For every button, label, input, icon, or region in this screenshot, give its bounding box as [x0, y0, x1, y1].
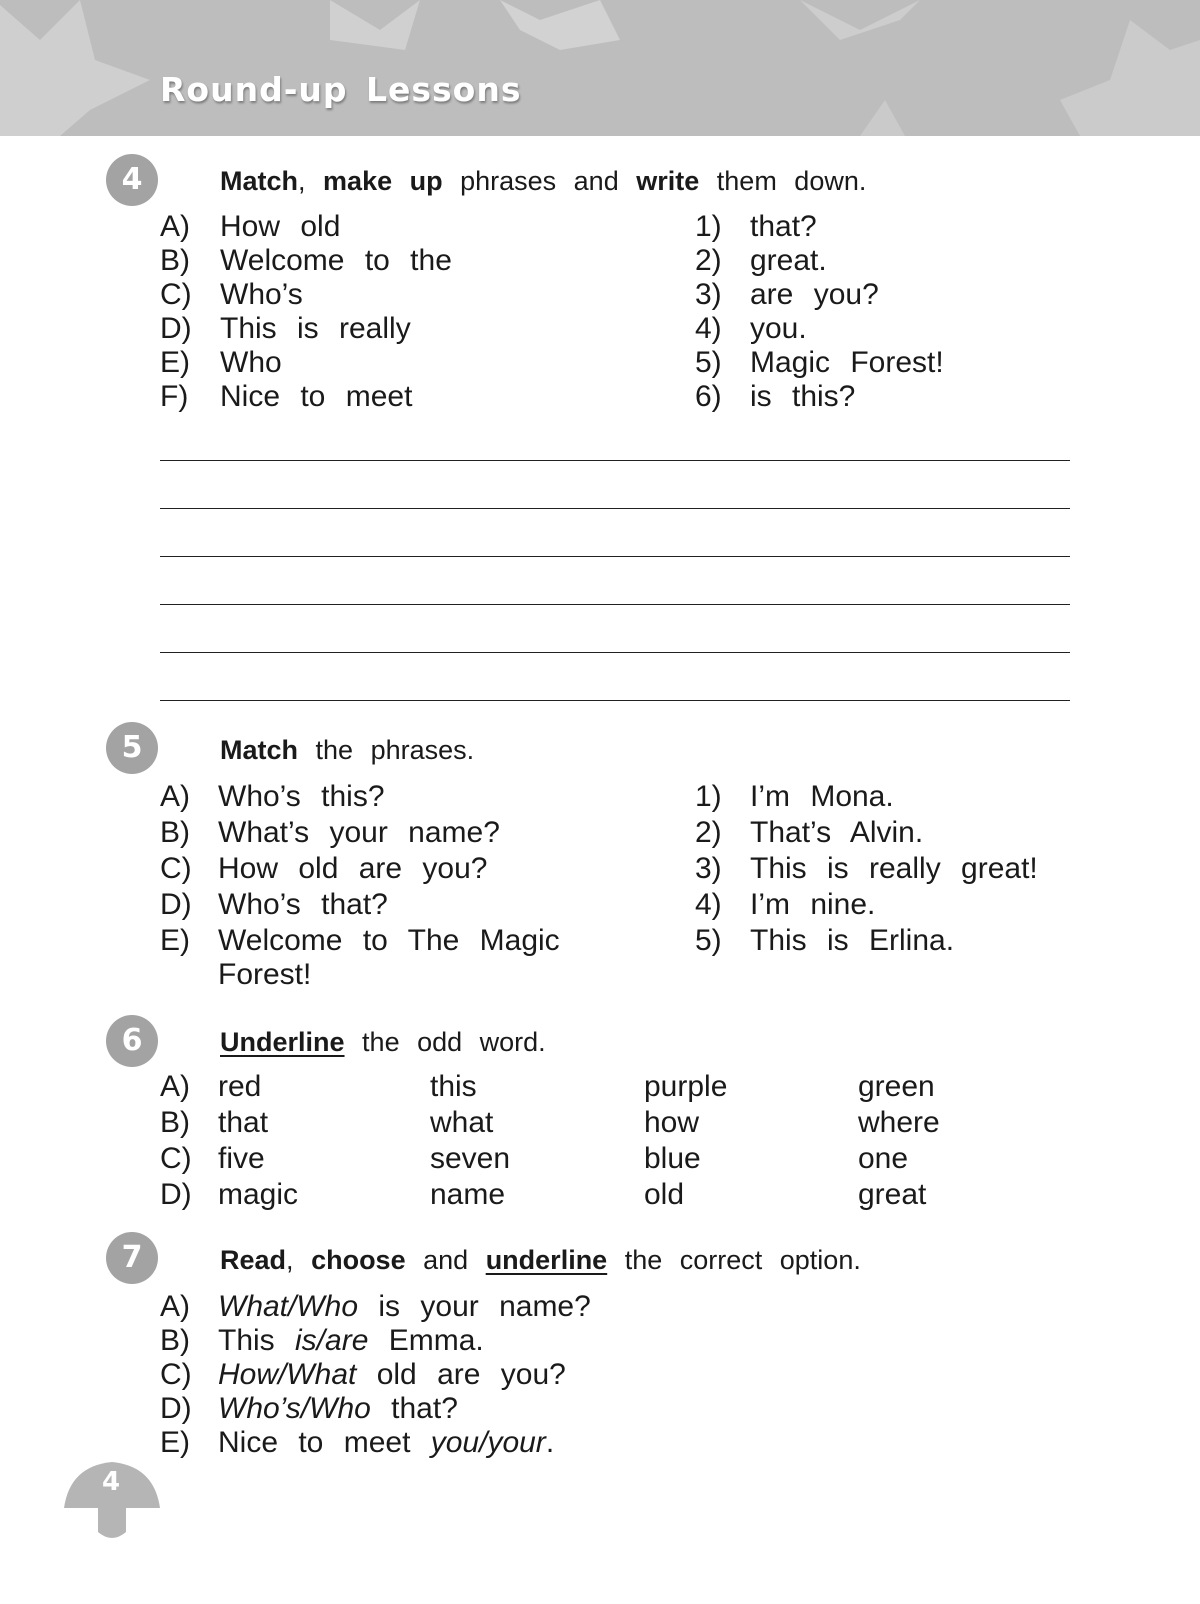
exercise-4-badge: 4: [106, 154, 158, 206]
writing-line[interactable]: [160, 460, 1070, 461]
choice-option[interactable]: Who’s/Who: [218, 1392, 371, 1425]
word-option[interactable]: name: [430, 1178, 506, 1211]
word-option[interactable]: magic: [218, 1178, 299, 1211]
word-option[interactable]: great: [858, 1178, 927, 1211]
page-header: [0, 0, 1200, 136]
word-option[interactable]: one: [858, 1142, 909, 1175]
list-item-continuation: Forest!: [218, 958, 312, 991]
row-label: C): [160, 1142, 192, 1175]
word-option[interactable]: seven: [430, 1142, 511, 1175]
word-option[interactable]: this: [430, 1070, 477, 1103]
word-option[interactable]: what: [430, 1106, 494, 1139]
word-option[interactable]: green: [858, 1070, 935, 1103]
exercise-7-badge: 7: [106, 1232, 158, 1284]
exercise-6-instruction: Underline the odd word.: [220, 1027, 546, 1057]
word-option[interactable]: old: [644, 1178, 685, 1211]
choice-option[interactable]: is/are: [295, 1324, 369, 1357]
row-label: B): [160, 1106, 190, 1139]
choice-option[interactable]: How/What: [218, 1358, 357, 1391]
exercise-5-badge: 5: [106, 722, 158, 774]
exercise-4-instruction: Match, make up phrases and write them down.: [220, 166, 867, 196]
writing-line[interactable]: [160, 508, 1070, 509]
choice-option[interactable]: What/Who: [218, 1290, 359, 1323]
writing-line[interactable]: [160, 652, 1070, 653]
choice-option[interactable]: you/your: [430, 1426, 546, 1459]
word-option[interactable]: red: [218, 1070, 262, 1103]
page-number: 4: [101, 1467, 121, 1497]
exercise-5-instruction: Match the phrases.: [220, 735, 475, 765]
instr-match: Match: [220, 166, 299, 196]
row-label: A): [160, 1070, 190, 1103]
writing-line[interactable]: [160, 556, 1070, 557]
word-option[interactable]: blue: [644, 1142, 701, 1175]
word-option[interactable]: purple: [644, 1070, 728, 1103]
writing-line[interactable]: [160, 604, 1070, 605]
word-option[interactable]: where: [858, 1106, 940, 1139]
section-title: Round-up Lessons: [160, 70, 522, 109]
word-option[interactable]: that: [218, 1106, 269, 1139]
star-pattern: [0, 0, 1200, 136]
exercise-7-instruction: Read, choose and underline the correct option.: [220, 1245, 861, 1275]
word-option[interactable]: how: [644, 1106, 700, 1139]
exercise-6-badge: 6: [106, 1015, 158, 1067]
word-option[interactable]: five: [218, 1142, 265, 1175]
writing-line[interactable]: [160, 700, 1070, 701]
row-label: D): [160, 1178, 192, 1211]
